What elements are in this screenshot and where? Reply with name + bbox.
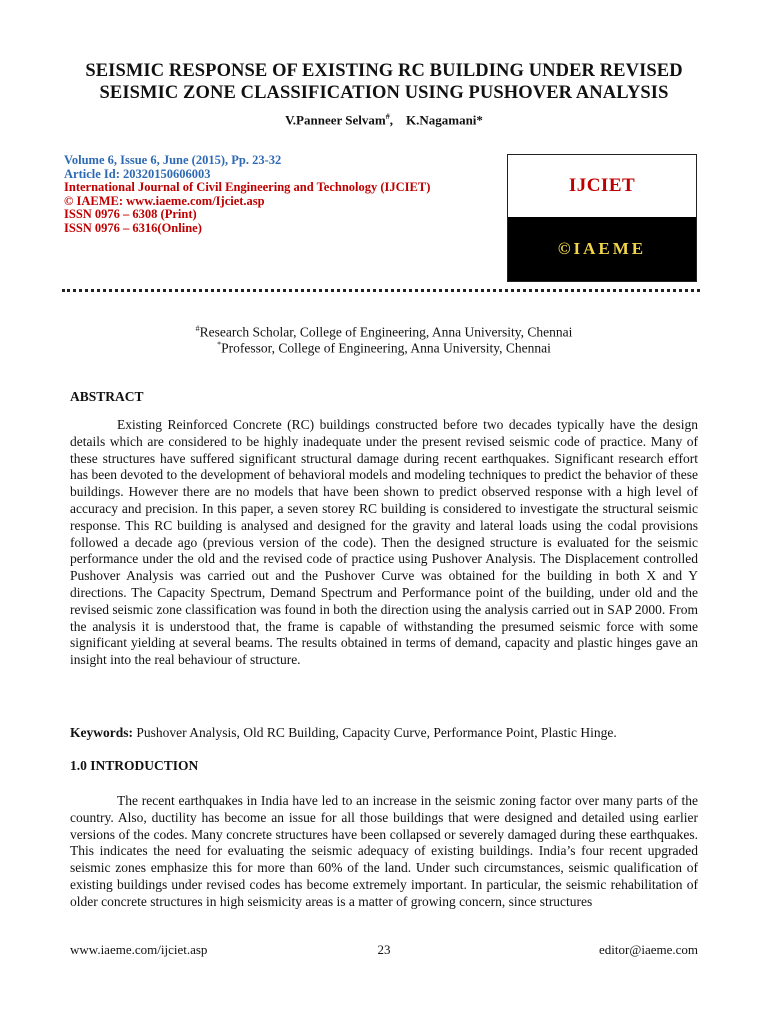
abstract-text: Existing Reinforced Concrete (RC) buildings constructed before two decades typically have the design details which are considered to be highly inadequate under the present revised seismic code of practice. Many of these structures have suffered significant structural damage during recent earthquakes. Significant research effort has been devoted to the development of behavioral models and modeling techniques to predict the behavior of these buildings. However there are no models that have been shown to predict observed response with a high level of accuracy and precision. In this paper, a seven storey RC building is considered to investigate the structural seismic response. This RC building is analysed and designed for the gravity and lateral loads using the codal provisions followed a decade ago (previous version of the code). Then the designed structure is evaluated for the seismic performance under the old and the revised code of practice using Pushover Analysis. The Displacement controlled Pushover Analysis was carried out and the Pushover Curve was obtained for the building in both X and Y directions. The Capacity Spectrum, Demand Spectrum and Performance point of the building, under old and the revised seismic zone classification was found in both the direction using the analysis carried out in SAP 2000. From the analysis it is understood that, the frame is capable of withstanding the presumed seismic force with some significant yielding at several beams. The results obtained in terms of demand, capacity and plastic hinges gave an insight into the real behaviour of structure.	[70, 417, 698, 668]
volume-info: Volume 6, Issue 6, June (2015), Pp. 23-32	[64, 153, 282, 167]
dotted-divider	[62, 289, 700, 292]
footer-email-link[interactable]: editor@iaeme.com	[599, 942, 698, 957]
author-2: K.Nagamani*	[405, 112, 483, 128]
introduction-heading: 1.0 INTRODUCTION	[70, 758, 199, 773]
affiliation-2	[0, 336, 768, 357]
author-separator: ,	[389, 112, 393, 128]
keywords-label: Keywords:	[70, 725, 133, 740]
logo-top-text: IJCIET	[568, 175, 636, 196]
introduction-text: The recent earthquakes in India have led to an increase in the seismic zoning factor over many parts of the country. Also, ductility has become an issue for all those buildings that were designed and detailed using earlier versions of the codes. Many concrete structures have been collapsed or severely damaged during these earthquakes. This indicates the need for evaluating the seismic adequacy of existing buildings. India’s four recent upgraded seismic zones emphasize this for more than 60% of the land. Under such circumstances, seismic qualification of existing buildings under revised codes has become extremely important. In particular, the seismic rehabilitation of older concrete structures in high seismicity areas is a matter of growing concern, since structures	[70, 793, 698, 909]
affiliation-2-mark: *	[217, 340, 222, 349]
footer-website-link[interactable]: www.iaeme.com/ijciet.asp	[70, 942, 208, 957]
affiliation-2-text: Professor, College of Engineering, Anna University, Chennai	[221, 340, 551, 356]
journal-name: International Journal of Civil Engineering and Technology (IJCIET)	[64, 180, 431, 195]
title-line-1: SEISMIC RESPONSE OF EXISTING RC BUILDING UNDER REVISED	[85, 61, 683, 81]
keywords	[70, 725, 698, 742]
article-id: Article Id: 20320150606003	[64, 166, 211, 181]
affiliation-1-text: Research Scholar, College of Engineering, Anna University, Chennai	[199, 324, 573, 340]
page-number: 23	[377, 942, 391, 957]
abstract-heading: ABSTRACT	[70, 389, 144, 404]
author-1-mark: #	[385, 112, 390, 121]
author-list	[0, 112, 768, 128]
copyright-line: © IAEME: www.iaeme.com/Ijciet.asp	[64, 193, 265, 208]
journal-meta	[64, 154, 504, 236]
logo-ijciet	[508, 155, 696, 217]
issn-print: ISSN 0976 – 6308 (Print)	[64, 207, 197, 222]
author-1: V.Panneer Selvam	[285, 112, 386, 128]
issn-online: ISSN 0976 – 6316(Online)	[64, 220, 202, 235]
affiliation-1-mark: #	[195, 324, 200, 333]
logo-bottom-text: ©IAEME	[557, 239, 647, 258]
title-line-2: SEISMIC ZONE CLASSIFICATION USING PUSHOVER ANALYSIS	[99, 83, 669, 103]
keywords-text: Pushover Analysis, Old RC Building, Capacity Curve, Performance Point, Plastic Hinge.	[133, 725, 617, 740]
logo-iaeme	[508, 217, 696, 281]
paper-title	[40, 60, 728, 104]
journal-logo	[507, 154, 697, 282]
